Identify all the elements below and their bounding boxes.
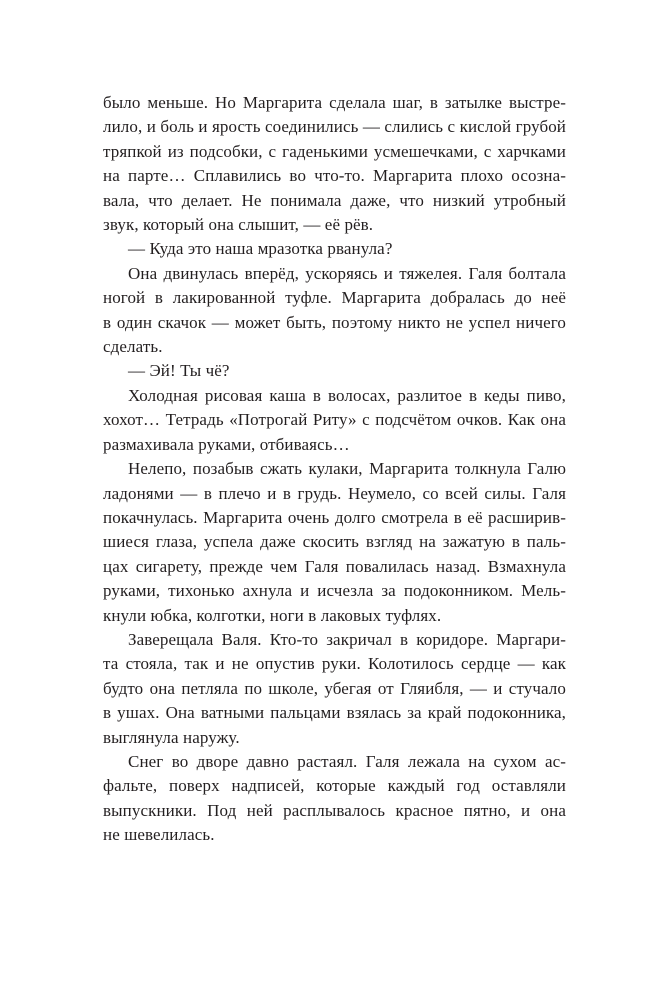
text-line: кнули юбка, колготки, ноги в лаковых туфлях. [103,605,442,625]
text-line: звук, который она слышит, — её рёв. [103,215,374,235]
paragraph-2 [103,237,566,261]
text-line: в один скачок — может быть, поэтому никто не успел ничего [103,312,566,332]
text-line: тряпкой из подсобки, с гаденькими усмешечками, с харчками [103,141,566,161]
text-line: выглянула наружу. [103,727,240,747]
text-line: Снег во дворе давно растаял. Галя лежала на сухом ас- [128,751,566,771]
paragraph-1 [103,91,566,237]
paragraph-8 [103,750,566,848]
text-line: размахивала руками, отбиваясь… [103,434,350,454]
text-line: выпускники. Под ней расплывалось красное пятно, и она [103,800,566,820]
paragraph-5 [103,384,566,457]
text-line: фальте, поверх надписей, которые каждый год оставляли [103,776,566,796]
text-line: лило, и боль и ярость соединились — слились с кислой грубой [103,117,566,137]
text-line: шиеся глаза, успела даже скосить взгляд на зажатую в паль- [103,532,566,552]
text-line: в ушах. Она ватными пальцами взялась за край подоконника, [103,703,566,723]
text-line: — Эй! Ты чё? [128,361,230,381]
text-line: хохот… Тетрадь «Потрогай Риту» с подсчётом очков. Как она [103,410,566,430]
text-line: ладонями — в плечо и в грудь. Неумело, со всей силы. Галя [103,483,566,503]
text-line: на парте… Сплавились во что-то. Маргарита плохо осозна- [103,166,566,186]
text-line: Холодная рисовая каша в волосах, разлитое в кеды пиво, [128,385,566,405]
paragraph-7 [103,628,566,750]
text-line: покачнулась. Маргарита очень долго смотрела в её расширив- [103,507,566,527]
text-line: Она двинулась вперёд, ускоряясь и тяжелея. Галя болтала [128,263,566,283]
text-line: сделать. [103,337,163,357]
text-line: та стояла, так и не опустив руки. Колотилось сердце — как [103,654,566,674]
text-line: было меньше. Но Маргарита сделала шаг, в затылке выстре- [103,93,566,112]
text-line: не шевелилась. [103,825,215,845]
paragraph-4 [103,359,566,383]
text-line: Заверещала Валя. Кто-то закричал в коридоре. Маргари- [128,629,566,649]
text-block [103,91,566,848]
text-line: будто она петляла по школе, убегая от Гляибля, — и стучало [103,678,566,698]
text-line: цах сигарету, прежде чем Галя повалилась назад. Взмахнула [103,556,566,576]
text-line: вала, что делает. Не понимала даже, что низкий утробный [103,190,566,210]
paragraph-3 [103,262,566,360]
paragraph-6 [103,457,566,628]
text-line: ногой в лакированной туфле. Маргарита добралась до неё [103,288,566,308]
text-line: Нелепо, позабыв сжать кулаки, Маргарита толкнула Галю [128,459,566,479]
text-line: — Куда это наша мразотка рванула? [128,239,393,259]
text-line: руками, тихонько ахнула и исчезла за подоконником. Мель- [103,581,566,601]
